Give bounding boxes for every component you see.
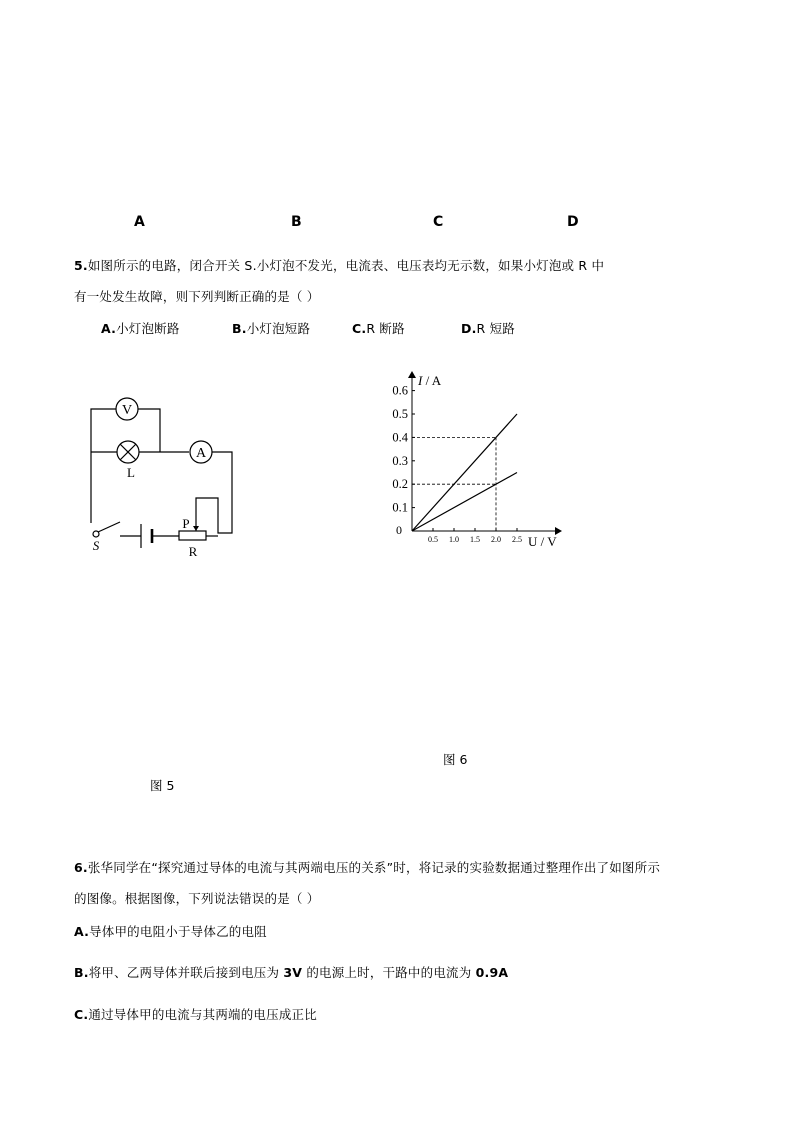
question-6-line-1 bbox=[74, 858, 660, 876]
option-label-b: B bbox=[291, 214, 302, 230]
voltmeter-icon bbox=[116, 398, 138, 420]
y-axis-arrow bbox=[408, 371, 416, 378]
option-c-letter: C. bbox=[352, 321, 367, 336]
y-tick-label: 0.2 bbox=[392, 477, 408, 492]
series-line-2 bbox=[412, 473, 517, 532]
option-d-text: R 短路 bbox=[476, 321, 515, 336]
y-tick-label: 0.4 bbox=[392, 430, 408, 445]
q6-option-b-letter: B. bbox=[74, 965, 89, 980]
option-label-d: D bbox=[567, 214, 579, 230]
option-label-a: A bbox=[134, 214, 145, 230]
question-5-line-1 bbox=[74, 256, 604, 274]
x-tick-label: 1.5 bbox=[470, 535, 480, 544]
question-6-option-a bbox=[74, 922, 267, 940]
q6-option-b-voltage: 3V bbox=[283, 965, 303, 980]
question-5-number: 5. bbox=[74, 258, 88, 273]
wire-right-loop bbox=[196, 452, 232, 533]
q6-option-c-letter: C. bbox=[74, 1007, 89, 1022]
resistor-label: R bbox=[188, 544, 198, 559]
option-label-c: C bbox=[433, 214, 444, 230]
ammeter-label: A bbox=[195, 446, 207, 461]
x-tick-label: 0.5 bbox=[428, 535, 438, 544]
y-axis-label bbox=[417, 373, 442, 388]
y-tick-label: 0.1 bbox=[392, 500, 408, 515]
question-5-option-a bbox=[101, 319, 180, 337]
wire-voltmeter-right bbox=[138, 409, 160, 452]
question-5-option-c bbox=[352, 319, 405, 337]
option-b-letter: B. bbox=[232, 321, 247, 336]
q6-option-b-text-1: 将甲、乙两导体并联后接到电压为 bbox=[88, 965, 284, 980]
rheostat-icon bbox=[179, 531, 206, 540]
wire-voltmeter-left bbox=[91, 409, 116, 452]
x-tick-label: 1.0 bbox=[449, 535, 459, 544]
y-tick-label: 0.5 bbox=[392, 407, 408, 421]
y-tick-label: 0.6 bbox=[392, 383, 408, 398]
y-axis-unit: / A bbox=[422, 373, 442, 388]
option-a-text: 小灯泡断路 bbox=[116, 321, 180, 336]
ammeter-icon bbox=[190, 441, 212, 463]
y-tick-label: 0.3 bbox=[392, 453, 408, 468]
origin-label: 0 bbox=[396, 523, 402, 537]
iu-chart bbox=[385, 368, 570, 553]
switch-label: S bbox=[92, 538, 100, 553]
question-5-stem-1: 如图所示的电路，闭合开关 S.小灯泡不发光，电流表、电压表均无示数，如果小灯泡或 R 中 bbox=[87, 258, 605, 273]
question-6-option-b bbox=[74, 963, 508, 981]
figure-5-caption: 图 5 bbox=[150, 778, 175, 793]
x-axis-label: U / V bbox=[528, 534, 557, 549]
question-5-option-b bbox=[232, 319, 310, 337]
switch-blade bbox=[98, 522, 120, 532]
x-tick-label: 2.5 bbox=[512, 535, 522, 544]
question-6-option-c bbox=[74, 1005, 317, 1023]
y-axis-var: I bbox=[418, 373, 423, 388]
voltmeter-label: V bbox=[121, 403, 133, 418]
question-6-number: 6. bbox=[74, 860, 88, 875]
option-a-letter: A. bbox=[101, 321, 117, 336]
figure-6-caption: 图 6 bbox=[443, 752, 468, 767]
q6-option-a-letter: A. bbox=[74, 924, 90, 939]
question-6-line-2: 的图像。根据图像，下列说法错误的是（ ） bbox=[74, 891, 320, 906]
lamp-label: L bbox=[127, 465, 135, 480]
option-d-letter: D. bbox=[461, 321, 477, 336]
series-line-1 bbox=[412, 414, 517, 531]
lamp-icon bbox=[117, 441, 139, 463]
option-c-text: R 断路 bbox=[366, 321, 405, 336]
x-tick-label: 2.0 bbox=[491, 535, 501, 544]
option-b-text: 小灯泡短路 bbox=[246, 321, 311, 336]
circuit-diagram bbox=[80, 395, 250, 565]
question-5-line-2: 有一处发生故障，则下列判断正确的是（ ） bbox=[74, 289, 320, 304]
question-5-option-d bbox=[461, 319, 515, 337]
rheostat-slider-arrow bbox=[193, 526, 199, 531]
q6-option-c-text: 通过导体甲的电流与其两端的电压成正比 bbox=[88, 1007, 317, 1022]
q6-option-a-text: 导体甲的电阻小于导体乙的电阻 bbox=[89, 924, 267, 939]
battery-icon bbox=[141, 524, 152, 548]
q6-option-b-current: 0.9A bbox=[475, 965, 509, 980]
slider-label: P bbox=[182, 516, 190, 531]
question-6-stem-1: 张华同学在“探究通过导体的电流与其两端电压的关系”时，将记录的实验数据通过整理作出了如图所示 bbox=[87, 860, 661, 875]
q6-option-b-text-2: 的电源上时，干路中的电流为 bbox=[302, 965, 476, 980]
